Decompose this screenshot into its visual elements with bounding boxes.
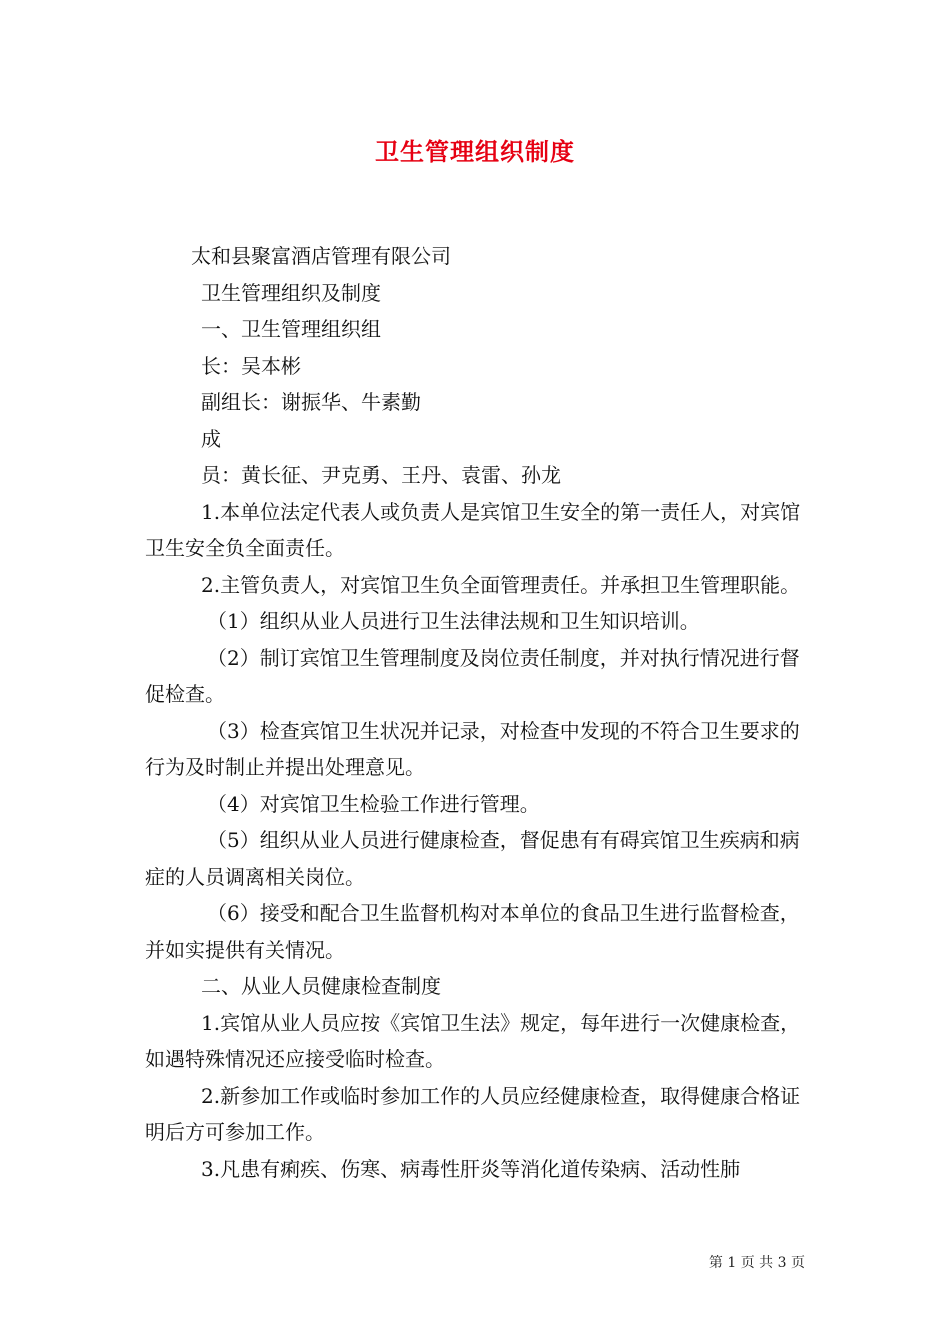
paragraph: （2）制订宾馆卫生管理制度及岗位责任制度，并对执行情况进行督促检查。 bbox=[145, 645, 800, 706]
document-body bbox=[145, 238, 807, 1187]
paragraph: 太和县聚富酒店管理有限公司 bbox=[191, 244, 451, 268]
paragraph: （1）组织从业人员进行卫生法律法规和卫生知识培训。 bbox=[207, 609, 700, 633]
paragraph: 成 bbox=[201, 426, 221, 451]
paragraph: 卫生管理组织及制度 bbox=[201, 280, 381, 305]
paragraph: （6）接受和配合卫生监督机构对本单位的食品卫生进行监督检查，并如实提供有关情况。 bbox=[145, 901, 800, 962]
paragraph: 二、从业人员健康检查制度 bbox=[201, 974, 441, 998]
paragraph: （3）检查宾馆卫生状况并记录，对检查中发现的不符合卫生要求的行为及时制止并提出处理意见。 bbox=[145, 718, 800, 779]
paragraph: 一、卫生管理组织组 bbox=[201, 317, 381, 341]
paragraph: （5）组织从业人员进行健康检查，督促患有有碍宾馆卫生疾病和病症的人员调离相关岗位。 bbox=[145, 828, 800, 889]
paragraph: 1.宾馆从业人员应按《宾馆卫生法》规定，每年进行一次健康检查，如遇特殊情况还应接受临时检查。 bbox=[145, 1010, 801, 1071]
paragraph: 1.本单位法定代表人或负责人是宾馆卫生安全的第一责任人，对宾馆卫生安全负全面责任。 bbox=[145, 499, 801, 560]
document-title: 卫生管理组织制度 bbox=[375, 137, 575, 166]
page-number-footer: 第 1 页 共 3 页 bbox=[708, 1255, 805, 1271]
paragraph: 2.新参加工作或临时参加工作的人员应经健康检查，取得健康合格证明后方可参加工作。 bbox=[145, 1083, 801, 1144]
paragraph: （4）对宾馆卫生检验工作进行管理。 bbox=[207, 791, 540, 816]
paragraph: 副组长：谢振华、牛素勤 bbox=[201, 390, 421, 414]
paragraph: 2.主管负责人，对宾馆卫生负全面管理责任。并承担卫生管理职能。 bbox=[201, 572, 801, 597]
paragraph: 员：黄长征、尹克勇、王丹、袁雷、孙龙 bbox=[201, 463, 561, 487]
paragraph: 3.凡患有痢疾、伤寒、病毒性肝炎等消化道传染病、活动性肺 bbox=[201, 1156, 741, 1181]
paragraph: 长：吴本彬 bbox=[201, 353, 301, 378]
